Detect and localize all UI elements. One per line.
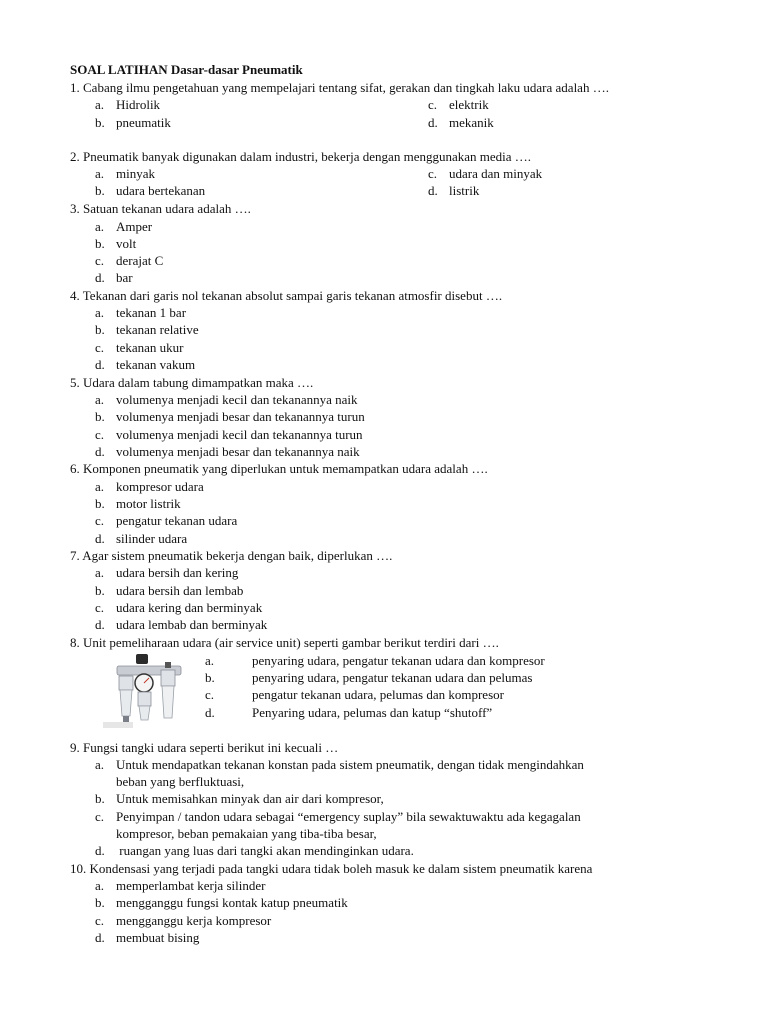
question-7: 7. Agar sistem pneumatik bekerja dengan baik, diperlukan …. — [70, 548, 393, 563]
q5-option-b: b. volumenya menjadi besar dan tekanannya turun — [95, 409, 365, 424]
question-8: 8. Unit pemeliharaan udara (air service unit) seperti gambar berikut terdiri dari …. — [70, 635, 499, 650]
q8-option-a: a. penyaring udara, pengatur tekanan udara dan kompresor — [205, 653, 545, 668]
q5-option-d: d. volumenya menjadi besar dan tekanannya naik — [95, 444, 360, 459]
q1-option-b: b. pneumatik — [95, 115, 171, 130]
page-title: SOAL LATIHAN Dasar-dasar Pneumatik — [70, 62, 303, 77]
q6-option-a: a. kompresor udara — [95, 479, 204, 494]
air-service-unit-image — [103, 650, 188, 732]
question-2: 2. Pneumatik banyak digunakan dalam industri, bekerja dengan menggunakan media …. — [70, 149, 532, 164]
question-1: 1. Cabang ilmu pengetahuan yang mempelajari tentang sifat, gerakan dan tingkah laku udara adalah …. — [70, 80, 609, 95]
q3-option-c: c. derajat C — [95, 253, 164, 268]
question-3: 3. Satuan tekanan udara adalah …. — [70, 201, 251, 216]
q1-option-c: c. elektrik — [428, 97, 489, 112]
question-10: 10. Kondensasi yang terjadi pada tangki udara tidak boleh masuk ke dalam sistem pneumatik karena — [70, 861, 593, 876]
q2-option-a: a. minyak — [95, 166, 155, 181]
question-9: 9. Fungsi tangki udara seperti berikut ini kecuali … — [70, 740, 339, 755]
q10-option-c: c. mengganggu kerja kompresor — [95, 913, 272, 928]
q7-option-d: d. udara lembab dan berminyak — [95, 617, 268, 632]
q4-option-b: b. tekanan relative — [95, 322, 199, 337]
q9-option-a: a. Untuk mendapatkan tekanan konstan pada sistem pneumatik, dengan tidak mengindahkan — [95, 757, 584, 772]
q10-option-b: b. mengganggu fungsi kontak katup pneumatik — [95, 895, 348, 910]
q9-option-c: c. Penyimpan / tandon udara sebagai “emergency suplay” bila sewaktuwaktu ada kegagalan — [95, 809, 581, 824]
q9-option-c-cont: kompresor, beban pemakaian yang tiba-tiba besar, — [116, 826, 377, 841]
question-6: 6. Komponen pneumatik yang diperlukan untuk memampatkan udara adalah …. — [70, 461, 488, 476]
q2-option-c: c. udara dan minyak — [428, 166, 543, 181]
q10-option-d: d. membuat bising — [95, 930, 200, 945]
q8-option-c: c. pengatur tekanan udara, pelumas dan kompresor — [205, 687, 504, 702]
q6-option-b: b. motor listrik — [95, 496, 181, 511]
q5-option-c: c. volumenya menjadi kecil dan tekanannya turun — [95, 427, 363, 442]
question-5: 5. Udara dalam tabung dimampatkan maka …. — [70, 375, 314, 390]
q9-option-a-cont: beban yang berfluktuasi, — [116, 774, 245, 789]
q6-option-c: c. pengatur tekanan udara — [95, 513, 238, 528]
q3-option-b: b. volt — [95, 236, 137, 251]
question-4: 4. Tekanan dari garis nol tekanan absolut sampai garis tekanan atmosfir disebut …. — [70, 288, 503, 303]
q3-option-d: d. bar — [95, 270, 133, 285]
q10-option-a: a. memperlambat kerja silinder — [95, 878, 266, 893]
q7-option-a: a. udara bersih dan kering — [95, 565, 239, 580]
q9-option-d: d. ruangan yang luas dari tangki akan mendinginkan udara. — [95, 843, 414, 858]
q9-option-b: b. Untuk memisahkan minyak dan air dari kompresor, — [95, 791, 384, 806]
q8-option-d: d. Penyaring udara, pelumas dan katup “shutoff” — [205, 705, 493, 720]
q4-option-d: d. tekanan vakum — [95, 357, 196, 372]
q3-option-a: a. Amper — [95, 219, 153, 234]
q2-option-b: b. udara bertekanan — [95, 183, 206, 198]
q4-option-c: c. tekanan ukur — [95, 340, 184, 355]
q1-option-d: d. mekanik — [428, 115, 494, 130]
q7-option-c: c. udara kering dan berminyak — [95, 600, 263, 615]
q7-option-b: b. udara bersih dan lembab — [95, 583, 244, 598]
q2-option-d: d. listrik — [428, 183, 480, 198]
q5-option-a: a. volumenya menjadi kecil dan tekanannya naik — [95, 392, 358, 407]
q4-option-a: a. tekanan 1 bar — [95, 305, 187, 320]
q6-option-d: d. silinder udara — [95, 531, 188, 546]
q1-option-a: a. Hidrolik — [95, 97, 161, 112]
q8-option-b: b. penyaring udara, pengatur tekanan udara dan pelumas — [205, 670, 533, 685]
